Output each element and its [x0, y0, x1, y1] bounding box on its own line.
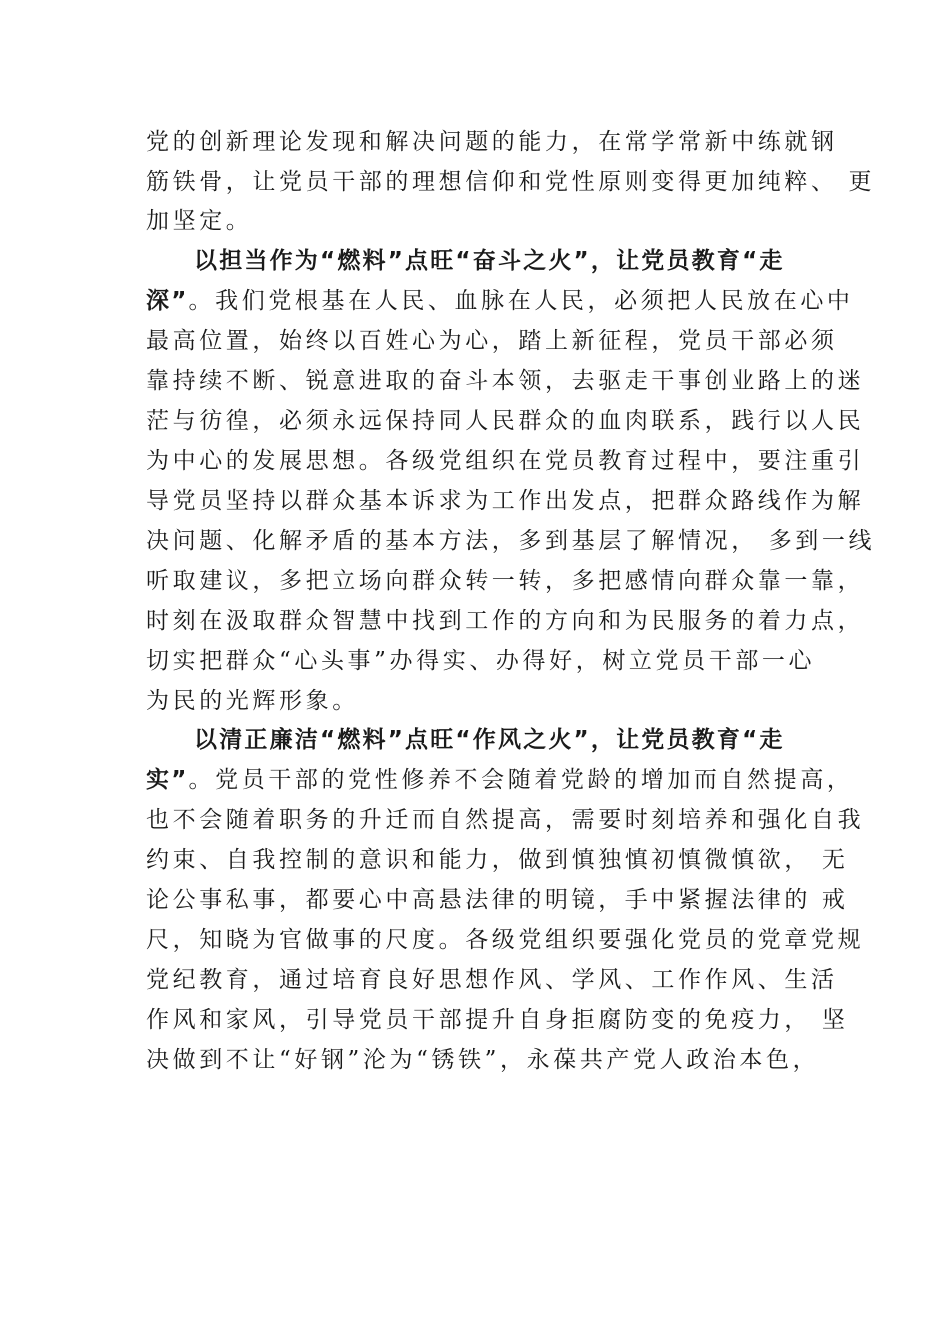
paragraph-3-line-2: 也不会随着职务的升迁而自然提高，需要时刻培养和强化自我: [146, 807, 865, 833]
paragraph-2-line-5: 为中心的发展思想。各级党组织在党员教育过程中，要注重引: [146, 448, 865, 474]
paragraph-3-heading-end: 实”: [146, 767, 189, 793]
paragraph-3-line-8: 决做到不让“好钢”沦为“锈铁”，永葆共产党人政治本色，: [146, 1047, 820, 1073]
paragraph-3-line-6: 党纪教育，通过培育良好思想作风、学风、工作作风、生活: [146, 967, 838, 993]
paragraph-2-heading: 以担当作为“燃料”点旺“奋斗之火”，让党员教育“走: [194, 248, 785, 274]
paragraph-2-line-10: 切实把群众“心头事”办得实、办得好，树立党员干部一心: [146, 648, 816, 674]
paragraph-2-line-8: 听取建议，多把立场向群众转一转，多把感情向群众靠一靠，: [146, 568, 865, 594]
paragraph-3-line-5: 尺，知晓为官做事的尺度。各级党组织要强化党员的党章党规: [146, 927, 865, 953]
paragraph-2-text-start: 。我们党根基在人民、血脉在人民，必须把人民放在心中: [188, 288, 854, 314]
paragraph-2-line-9: 时刻在汲取群众智慧中找到工作的方向和为民服务的着力点，: [146, 608, 865, 634]
paragraph-2-line-4: 茫与彷徨，必须永远保持同人民群众的血肉联系，践行以人民: [146, 408, 865, 434]
paragraph-3-text-start: 。党员干部的党性修养不会随着党龄的增加而自然提高，: [188, 767, 854, 793]
paragraph-1-line-2: 筋铁骨，让党员干部的理想信仰和党性原则变得更加纯粹、 更: [146, 169, 876, 195]
paragraph-1-line-1: 党的创新理论发现和解决问题的能力，在常学常新中练就钢: [146, 129, 838, 155]
paragraph-2-heading-end: 深”: [146, 288, 189, 314]
paragraph-2-line-11: 为民的光辉形象。: [146, 688, 359, 714]
paragraph-3-line-3: 约束、自我控制的意识和能力，做到慎独慎初慎微慎欲， 无: [146, 847, 849, 873]
paragraph-1-line-3: 加坚定。: [146, 208, 253, 234]
paragraph-2-line-2: 最高位置，始终以百姓心为心，踏上新征程，党员干部必须: [146, 328, 838, 354]
paragraph-3-line-4: 论公事私事，都要心中高悬法律的明镜，手中紧握法律的 戒: [146, 887, 849, 913]
paragraph-2-line-7: 决问题、化解矛盾的基本方法，多到基层了解情况， 多到一线: [146, 528, 876, 554]
paragraph-3-line-7: 作风和家风，引导党员干部提升自身拒腐防变的免疫力， 坚: [146, 1007, 849, 1033]
paragraph-3-line-1: [146, 765, 854, 795]
paragraph-2-line-6: 导党员坚持以群众基本诉求为工作出发点，把群众路线作为解: [146, 488, 865, 514]
paragraph-3-heading: 以清正廉洁“燃料”点旺“作风之火”，让党员教育“走: [194, 727, 785, 753]
paragraph-2-line-1: [146, 286, 854, 316]
paragraph-2-line-3: 靠持续不断、锐意进取的奋斗本领，去驱走干事创业路上的迷: [146, 368, 865, 394]
